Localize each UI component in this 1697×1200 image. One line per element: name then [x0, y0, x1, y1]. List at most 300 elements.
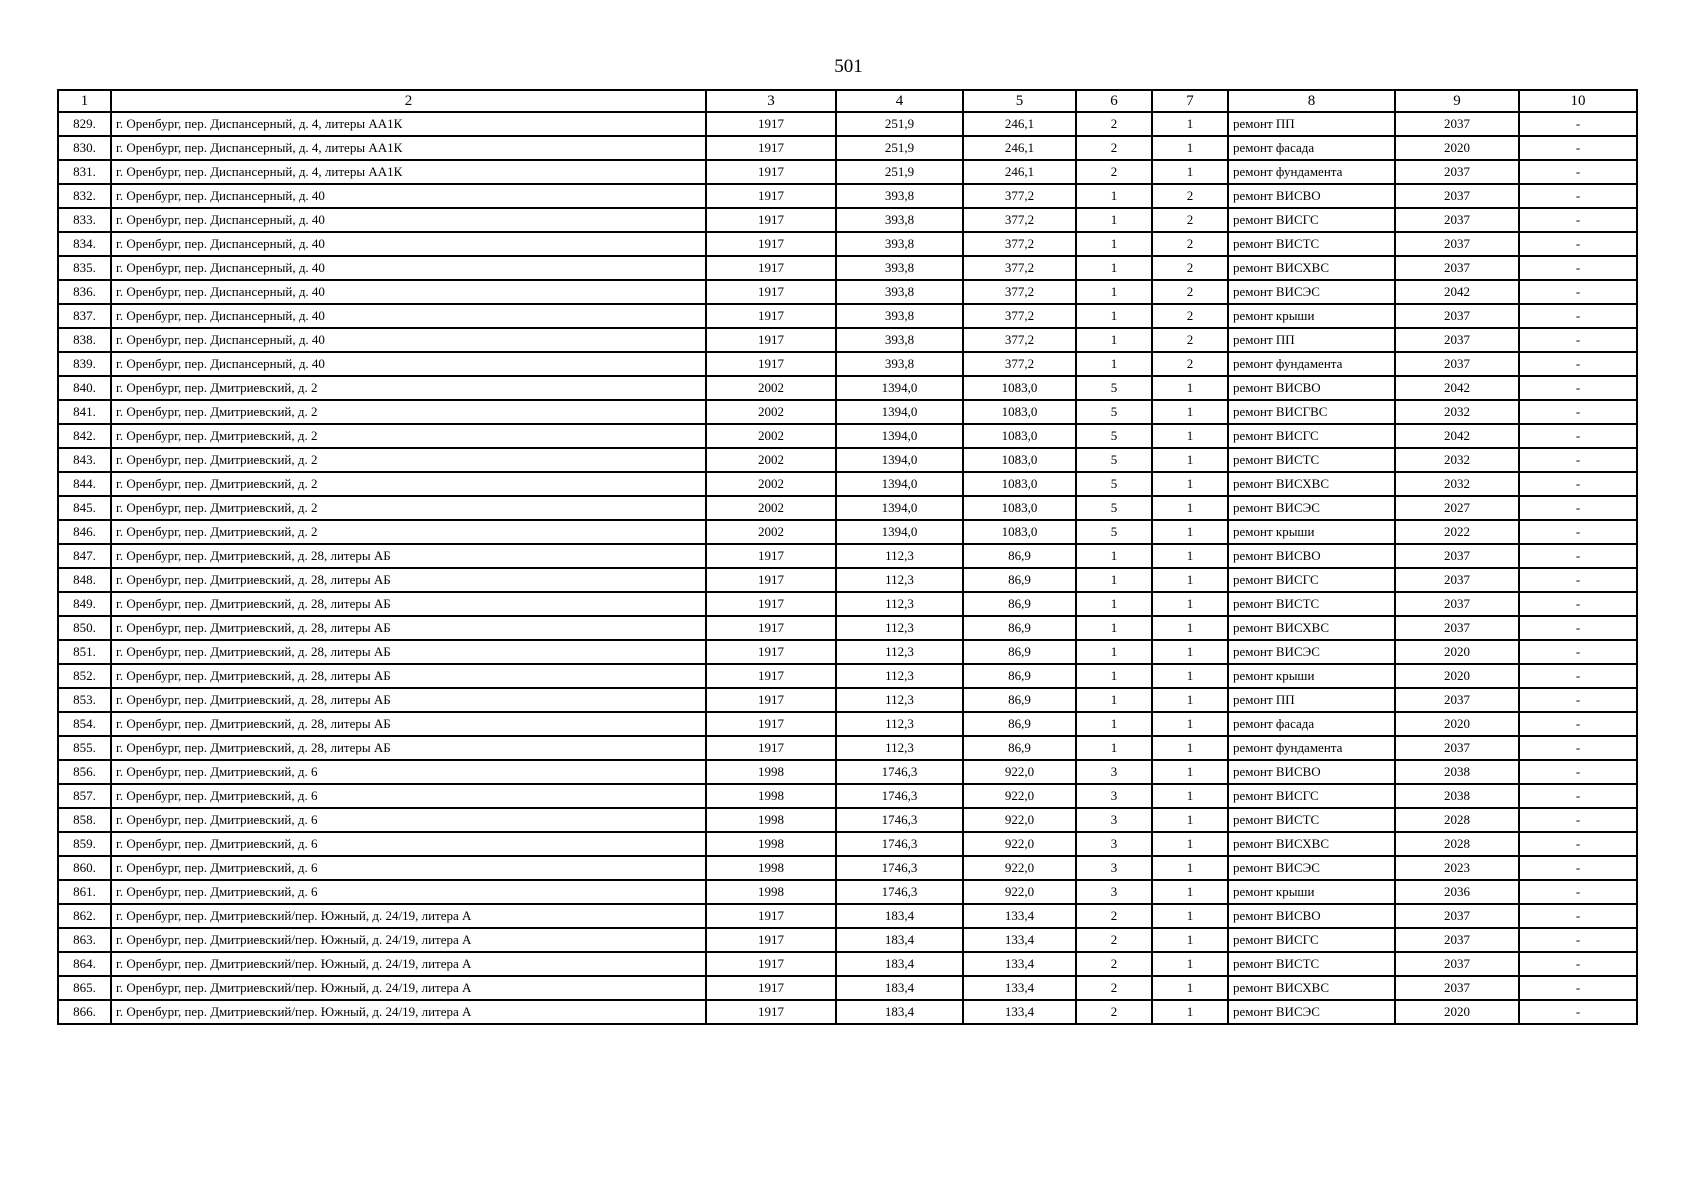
- cell-entrances: 1: [1152, 112, 1228, 136]
- cell-living-area: 922,0: [963, 832, 1076, 856]
- cell-total-area: 393,8: [836, 280, 963, 304]
- cell-year-built: 1917: [706, 976, 836, 1000]
- cell-year-built: 2002: [706, 472, 836, 496]
- table-row: [58, 1000, 1637, 1024]
- cell-address: г. Оренбург, пер. Диспансерный, д. 40: [111, 232, 706, 256]
- cell-row-number: 860.: [58, 856, 111, 880]
- cell-year-built: 1917: [706, 952, 836, 976]
- cell-note: -: [1519, 424, 1637, 448]
- header-cell-8: 8: [1228, 90, 1395, 112]
- cell-note: -: [1519, 496, 1637, 520]
- cell-living-area: 86,9: [963, 640, 1076, 664]
- cell-row-number: 831.: [58, 160, 111, 184]
- cell-year-built: 1998: [706, 856, 836, 880]
- cell-floors: 2: [1076, 1000, 1152, 1024]
- cell-year-built: 1998: [706, 832, 836, 856]
- cell-entrances: 1: [1152, 592, 1228, 616]
- cell-living-area: 86,9: [963, 544, 1076, 568]
- cell-year-built: 1917: [706, 208, 836, 232]
- cell-planned-year: 2037: [1395, 184, 1519, 208]
- cell-floors: 1: [1076, 280, 1152, 304]
- cell-year-built: 1917: [706, 544, 836, 568]
- table-row: [58, 160, 1637, 184]
- cell-floors: 1: [1076, 664, 1152, 688]
- cell-year-built: 1917: [706, 280, 836, 304]
- cell-total-area: 1394,0: [836, 496, 963, 520]
- cell-living-area: 1083,0: [963, 400, 1076, 424]
- cell-planned-year: 2036: [1395, 880, 1519, 904]
- cell-address: г. Оренбург, пер. Диспансерный, д. 40: [111, 280, 706, 304]
- cell-entrances: 2: [1152, 184, 1228, 208]
- cell-planned-year: 2042: [1395, 376, 1519, 400]
- cell-total-area: 1746,3: [836, 784, 963, 808]
- cell-row-number: 832.: [58, 184, 111, 208]
- cell-address: г. Оренбург, пер. Дмитриевский/пер. Южный, д. 24/19, литера А: [111, 904, 706, 928]
- cell-entrances: 1: [1152, 856, 1228, 880]
- cell-year-built: 1917: [706, 904, 836, 928]
- cell-planned-year: 2032: [1395, 472, 1519, 496]
- table-row: [58, 424, 1637, 448]
- cell-floors: 1: [1076, 304, 1152, 328]
- cell-address: г. Оренбург, пер. Дмитриевский, д. 28, литеры АБ: [111, 568, 706, 592]
- cell-total-area: 183,4: [836, 1000, 963, 1024]
- header-row: [58, 90, 1637, 112]
- cell-work-type: ремонт ВИСГВС: [1228, 400, 1395, 424]
- cell-total-area: 393,8: [836, 256, 963, 280]
- cell-entrances: 1: [1152, 424, 1228, 448]
- cell-total-area: 112,3: [836, 568, 963, 592]
- cell-living-area: 377,2: [963, 352, 1076, 376]
- cell-year-built: 1998: [706, 880, 836, 904]
- cell-work-type: ремонт ВИСВО: [1228, 760, 1395, 784]
- cell-year-built: 1917: [706, 1000, 836, 1024]
- cell-floors: 1: [1076, 184, 1152, 208]
- table-row: [58, 736, 1637, 760]
- cell-entrances: 1: [1152, 904, 1228, 928]
- cell-work-type: ремонт ВИСВО: [1228, 904, 1395, 928]
- cell-planned-year: 2020: [1395, 640, 1519, 664]
- cell-total-area: 183,4: [836, 952, 963, 976]
- cell-note: -: [1519, 160, 1637, 184]
- cell-work-type: ремонт ВИСХВС: [1228, 256, 1395, 280]
- cell-address: г. Оренбург, пер. Дмитриевский, д. 28, литеры АБ: [111, 640, 706, 664]
- table-row: [58, 472, 1637, 496]
- cell-address: г. Оренбург, пер. Дмитриевский, д. 6: [111, 760, 706, 784]
- cell-planned-year: 2037: [1395, 928, 1519, 952]
- cell-planned-year: 2037: [1395, 304, 1519, 328]
- cell-living-area: 133,4: [963, 952, 1076, 976]
- cell-planned-year: 2037: [1395, 328, 1519, 352]
- header-cell-1: 1: [58, 90, 111, 112]
- cell-year-built: 1917: [706, 160, 836, 184]
- cell-note: -: [1519, 856, 1637, 880]
- cell-living-area: 246,1: [963, 112, 1076, 136]
- cell-total-area: 393,8: [836, 352, 963, 376]
- cell-total-area: 112,3: [836, 664, 963, 688]
- cell-note: -: [1519, 688, 1637, 712]
- cell-entrances: 1: [1152, 472, 1228, 496]
- cell-row-number: 855.: [58, 736, 111, 760]
- cell-total-area: 112,3: [836, 616, 963, 640]
- cell-row-number: 865.: [58, 976, 111, 1000]
- cell-note: -: [1519, 376, 1637, 400]
- cell-planned-year: 2028: [1395, 832, 1519, 856]
- cell-floors: 2: [1076, 952, 1152, 976]
- table-row: [58, 304, 1637, 328]
- cell-total-area: 112,3: [836, 736, 963, 760]
- cell-note: -: [1519, 640, 1637, 664]
- cell-entrances: 1: [1152, 736, 1228, 760]
- cell-row-number: 848.: [58, 568, 111, 592]
- cell-note: -: [1519, 760, 1637, 784]
- cell-floors: 1: [1076, 352, 1152, 376]
- cell-floors: 3: [1076, 808, 1152, 832]
- cell-note: -: [1519, 304, 1637, 328]
- cell-row-number: 843.: [58, 448, 111, 472]
- cell-total-area: 1746,3: [836, 760, 963, 784]
- cell-floors: 3: [1076, 880, 1152, 904]
- cell-note: -: [1519, 616, 1637, 640]
- cell-row-number: 866.: [58, 1000, 111, 1024]
- cell-floors: 5: [1076, 448, 1152, 472]
- cell-year-built: 1917: [706, 688, 836, 712]
- cell-work-type: ремонт ВИСЭС: [1228, 856, 1395, 880]
- cell-address: г. Оренбург, пер. Диспансерный, д. 40: [111, 304, 706, 328]
- cell-year-built: 1998: [706, 784, 836, 808]
- cell-entrances: 1: [1152, 1000, 1228, 1024]
- cell-address: г. Оренбург, пер. Дмитриевский, д. 2: [111, 376, 706, 400]
- cell-total-area: 393,8: [836, 184, 963, 208]
- cell-floors: 5: [1076, 424, 1152, 448]
- cell-work-type: ремонт ВИСТС: [1228, 952, 1395, 976]
- table-row: [58, 976, 1637, 1000]
- cell-entrances: 2: [1152, 304, 1228, 328]
- cell-entrances: 1: [1152, 688, 1228, 712]
- cell-work-type: ремонт ВИСЭС: [1228, 1000, 1395, 1024]
- cell-work-type: ремонт ПП: [1228, 688, 1395, 712]
- table-row: [58, 952, 1637, 976]
- table-row: [58, 352, 1637, 376]
- cell-planned-year: 2037: [1395, 544, 1519, 568]
- cell-row-number: 854.: [58, 712, 111, 736]
- cell-planned-year: 2032: [1395, 400, 1519, 424]
- cell-entrances: 2: [1152, 232, 1228, 256]
- cell-note: -: [1519, 736, 1637, 760]
- table-row: [58, 592, 1637, 616]
- cell-total-area: 112,3: [836, 712, 963, 736]
- cell-work-type: ремонт ВИСВО: [1228, 376, 1395, 400]
- cell-row-number: 858.: [58, 808, 111, 832]
- cell-total-area: 393,8: [836, 232, 963, 256]
- header-cell-3: 3: [706, 90, 836, 112]
- cell-year-built: 2002: [706, 448, 836, 472]
- table-row: [58, 712, 1637, 736]
- cell-living-area: 1083,0: [963, 448, 1076, 472]
- cell-living-area: 922,0: [963, 760, 1076, 784]
- table-row: [58, 904, 1637, 928]
- cell-total-area: 393,8: [836, 304, 963, 328]
- header-cell-4: 4: [836, 90, 963, 112]
- cell-planned-year: 2038: [1395, 760, 1519, 784]
- cell-floors: 5: [1076, 400, 1152, 424]
- cell-planned-year: 2037: [1395, 616, 1519, 640]
- table-row: [58, 448, 1637, 472]
- cell-address: г. Оренбург, пер. Дмитриевский/пер. Южный, д. 24/19, литера А: [111, 928, 706, 952]
- cell-work-type: ремонт крыши: [1228, 880, 1395, 904]
- cell-address: г. Оренбург, пер. Дмитриевский, д. 6: [111, 880, 706, 904]
- cell-planned-year: 2037: [1395, 160, 1519, 184]
- cell-address: г. Оренбург, пер. Диспансерный, д. 4, литеры АА1К: [111, 136, 706, 160]
- cell-living-area: 922,0: [963, 856, 1076, 880]
- cell-year-built: 2002: [706, 400, 836, 424]
- table-row: [58, 832, 1637, 856]
- cell-year-built: 1917: [706, 592, 836, 616]
- table-row: [58, 496, 1637, 520]
- cell-row-number: 839.: [58, 352, 111, 376]
- cell-note: -: [1519, 112, 1637, 136]
- cell-planned-year: 2037: [1395, 736, 1519, 760]
- cell-total-area: 393,8: [836, 208, 963, 232]
- table-row: [58, 256, 1637, 280]
- cell-floors: 1: [1076, 712, 1152, 736]
- cell-year-built: 1917: [706, 616, 836, 640]
- cell-living-area: 86,9: [963, 712, 1076, 736]
- cell-floors: 5: [1076, 520, 1152, 544]
- cell-address: г. Оренбург, пер. Дмитриевский, д. 6: [111, 856, 706, 880]
- cell-total-area: 1394,0: [836, 400, 963, 424]
- cell-work-type: ремонт ВИСТС: [1228, 592, 1395, 616]
- cell-floors: 1: [1076, 592, 1152, 616]
- cell-note: -: [1519, 928, 1637, 952]
- cell-work-type: ремонт крыши: [1228, 304, 1395, 328]
- cell-entrances: 1: [1152, 616, 1228, 640]
- cell-living-area: 86,9: [963, 592, 1076, 616]
- cell-note: -: [1519, 664, 1637, 688]
- cell-work-type: ремонт ПП: [1228, 328, 1395, 352]
- cell-entrances: 1: [1152, 784, 1228, 808]
- cell-planned-year: 2037: [1395, 232, 1519, 256]
- cell-planned-year: 2028: [1395, 808, 1519, 832]
- cell-row-number: 851.: [58, 640, 111, 664]
- cell-total-area: 1746,3: [836, 880, 963, 904]
- cell-living-area: 1083,0: [963, 424, 1076, 448]
- cell-entrances: 1: [1152, 928, 1228, 952]
- table-row: [58, 640, 1637, 664]
- cell-planned-year: 2037: [1395, 904, 1519, 928]
- cell-total-area: 112,3: [836, 688, 963, 712]
- cell-floors: 3: [1076, 760, 1152, 784]
- cell-living-area: 1083,0: [963, 496, 1076, 520]
- cell-entrances: 1: [1152, 400, 1228, 424]
- cell-row-number: 862.: [58, 904, 111, 928]
- cell-living-area: 86,9: [963, 568, 1076, 592]
- cell-total-area: 183,4: [836, 904, 963, 928]
- cell-living-area: 1083,0: [963, 520, 1076, 544]
- cell-row-number: 829.: [58, 112, 111, 136]
- cell-year-built: 1917: [706, 256, 836, 280]
- cell-work-type: ремонт ВИСГС: [1228, 424, 1395, 448]
- cell-living-area: 133,4: [963, 976, 1076, 1000]
- cell-year-built: 1917: [706, 112, 836, 136]
- cell-floors: 5: [1076, 376, 1152, 400]
- cell-total-area: 1394,0: [836, 424, 963, 448]
- cell-floors: 1: [1076, 568, 1152, 592]
- cell-address: г. Оренбург, пер. Дмитриевский, д. 6: [111, 832, 706, 856]
- cell-note: -: [1519, 952, 1637, 976]
- cell-row-number: 859.: [58, 832, 111, 856]
- table-row: [58, 136, 1637, 160]
- cell-entrances: 1: [1152, 832, 1228, 856]
- cell-work-type: ремонт ВИСГС: [1228, 568, 1395, 592]
- cell-entrances: 1: [1152, 520, 1228, 544]
- cell-entrances: 1: [1152, 760, 1228, 784]
- cell-floors: 2: [1076, 928, 1152, 952]
- cell-entrances: 1: [1152, 568, 1228, 592]
- cell-year-built: 1917: [706, 136, 836, 160]
- cell-row-number: 836.: [58, 280, 111, 304]
- cell-year-built: 1917: [706, 352, 836, 376]
- cell-entrances: 1: [1152, 160, 1228, 184]
- cell-floors: 3: [1076, 784, 1152, 808]
- cell-address: г. Оренбург, пер. Дмитриевский, д. 28, литеры АБ: [111, 736, 706, 760]
- cell-work-type: ремонт фасада: [1228, 136, 1395, 160]
- cell-work-type: ремонт ВИСВО: [1228, 184, 1395, 208]
- cell-living-area: 922,0: [963, 880, 1076, 904]
- cell-floors: 2: [1076, 904, 1152, 928]
- cell-address: г. Оренбург, пер. Дмитриевский, д. 2: [111, 520, 706, 544]
- cell-note: -: [1519, 184, 1637, 208]
- table-row: [58, 184, 1637, 208]
- cell-note: -: [1519, 808, 1637, 832]
- cell-planned-year: 2027: [1395, 496, 1519, 520]
- cell-work-type: ремонт ВИСХВС: [1228, 472, 1395, 496]
- cell-address: г. Оренбург, пер. Дмитриевский, д. 2: [111, 472, 706, 496]
- cell-total-area: 251,9: [836, 160, 963, 184]
- cell-year-built: 1917: [706, 184, 836, 208]
- cell-planned-year: 2042: [1395, 280, 1519, 304]
- cell-row-number: 863.: [58, 928, 111, 952]
- cell-total-area: 251,9: [836, 136, 963, 160]
- cell-work-type: ремонт фундамента: [1228, 160, 1395, 184]
- cell-floors: 1: [1076, 616, 1152, 640]
- cell-work-type: ремонт ВИСХВС: [1228, 976, 1395, 1000]
- cell-work-type: ремонт ВИСГС: [1228, 208, 1395, 232]
- cell-floors: 2: [1076, 136, 1152, 160]
- cell-note: -: [1519, 1000, 1637, 1024]
- cell-address: г. Оренбург, пер. Диспансерный, д. 40: [111, 256, 706, 280]
- cell-note: -: [1519, 472, 1637, 496]
- cell-note: -: [1519, 208, 1637, 232]
- cell-total-area: 1746,3: [836, 856, 963, 880]
- cell-row-number: 833.: [58, 208, 111, 232]
- table-row: [58, 112, 1637, 136]
- cell-living-area: 1083,0: [963, 376, 1076, 400]
- cell-year-built: 1998: [706, 760, 836, 784]
- header-cell-2: 2: [111, 90, 706, 112]
- cell-planned-year: 2037: [1395, 952, 1519, 976]
- cell-living-area: 377,2: [963, 256, 1076, 280]
- cell-row-number: 846.: [58, 520, 111, 544]
- cell-entrances: 2: [1152, 352, 1228, 376]
- table-row: [58, 568, 1637, 592]
- cell-note: -: [1519, 256, 1637, 280]
- cell-entrances: 1: [1152, 448, 1228, 472]
- header-cell-6: 6: [1076, 90, 1152, 112]
- cell-work-type: ремонт ВИСЭС: [1228, 496, 1395, 520]
- cell-total-area: 112,3: [836, 592, 963, 616]
- cell-note: -: [1519, 280, 1637, 304]
- table-row: [58, 856, 1637, 880]
- cell-work-type: ремонт ВИСТС: [1228, 448, 1395, 472]
- table-row: [58, 328, 1637, 352]
- cell-living-area: 377,2: [963, 208, 1076, 232]
- cell-address: г. Оренбург, пер. Дмитриевский, д. 28, литеры АБ: [111, 688, 706, 712]
- cell-entrances: 1: [1152, 976, 1228, 1000]
- table-row: [58, 880, 1637, 904]
- cell-floors: 1: [1076, 640, 1152, 664]
- cell-address: г. Оренбург, пер. Дмитриевский, д. 6: [111, 808, 706, 832]
- cell-total-area: 112,3: [836, 544, 963, 568]
- cell-planned-year: 2022: [1395, 520, 1519, 544]
- cell-row-number: 845.: [58, 496, 111, 520]
- cell-planned-year: 2037: [1395, 976, 1519, 1000]
- cell-entrances: 2: [1152, 280, 1228, 304]
- cell-entrances: 1: [1152, 376, 1228, 400]
- cell-row-number: 864.: [58, 952, 111, 976]
- table-row: [58, 376, 1637, 400]
- cell-living-area: 922,0: [963, 784, 1076, 808]
- cell-note: -: [1519, 832, 1637, 856]
- cell-note: -: [1519, 592, 1637, 616]
- cell-work-type: ремонт ВИСХВС: [1228, 616, 1395, 640]
- table-row: [58, 664, 1637, 688]
- cell-address: г. Оренбург, пер. Дмитриевский, д. 28, литеры АБ: [111, 664, 706, 688]
- cell-floors: 1: [1076, 208, 1152, 232]
- cell-entrances: 2: [1152, 256, 1228, 280]
- cell-floors: 1: [1076, 256, 1152, 280]
- cell-floors: 1: [1076, 544, 1152, 568]
- cell-row-number: 844.: [58, 472, 111, 496]
- cell-address: г. Оренбург, пер. Диспансерный, д. 40: [111, 328, 706, 352]
- cell-entrances: 2: [1152, 208, 1228, 232]
- cell-note: -: [1519, 520, 1637, 544]
- cell-address: г. Оренбург, пер. Диспансерный, д. 40: [111, 184, 706, 208]
- cell-planned-year: 2037: [1395, 592, 1519, 616]
- cell-address: г. Оренбург, пер. Дмитриевский, д. 28, литеры АБ: [111, 592, 706, 616]
- header-cell-10: 10: [1519, 90, 1637, 112]
- cell-planned-year: 2037: [1395, 112, 1519, 136]
- cell-row-number: 852.: [58, 664, 111, 688]
- cell-row-number: 842.: [58, 424, 111, 448]
- cell-living-area: 86,9: [963, 616, 1076, 640]
- cell-row-number: 857.: [58, 784, 111, 808]
- cell-living-area: 377,2: [963, 232, 1076, 256]
- cell-address: г. Оренбург, пер. Дмитриевский/пер. Южный, д. 24/19, литера А: [111, 952, 706, 976]
- table-row: [58, 808, 1637, 832]
- cell-entrances: 1: [1152, 712, 1228, 736]
- cell-note: -: [1519, 448, 1637, 472]
- cell-note: -: [1519, 880, 1637, 904]
- cell-year-built: 1917: [706, 712, 836, 736]
- cell-work-type: ремонт ВИСВО: [1228, 544, 1395, 568]
- page-number: 501: [834, 56, 863, 77]
- cell-planned-year: 2042: [1395, 424, 1519, 448]
- cell-year-built: 1917: [706, 328, 836, 352]
- cell-year-built: 1917: [706, 640, 836, 664]
- cell-living-area: 86,9: [963, 664, 1076, 688]
- cell-year-built: 1917: [706, 736, 836, 760]
- header-cell-9: 9: [1395, 90, 1519, 112]
